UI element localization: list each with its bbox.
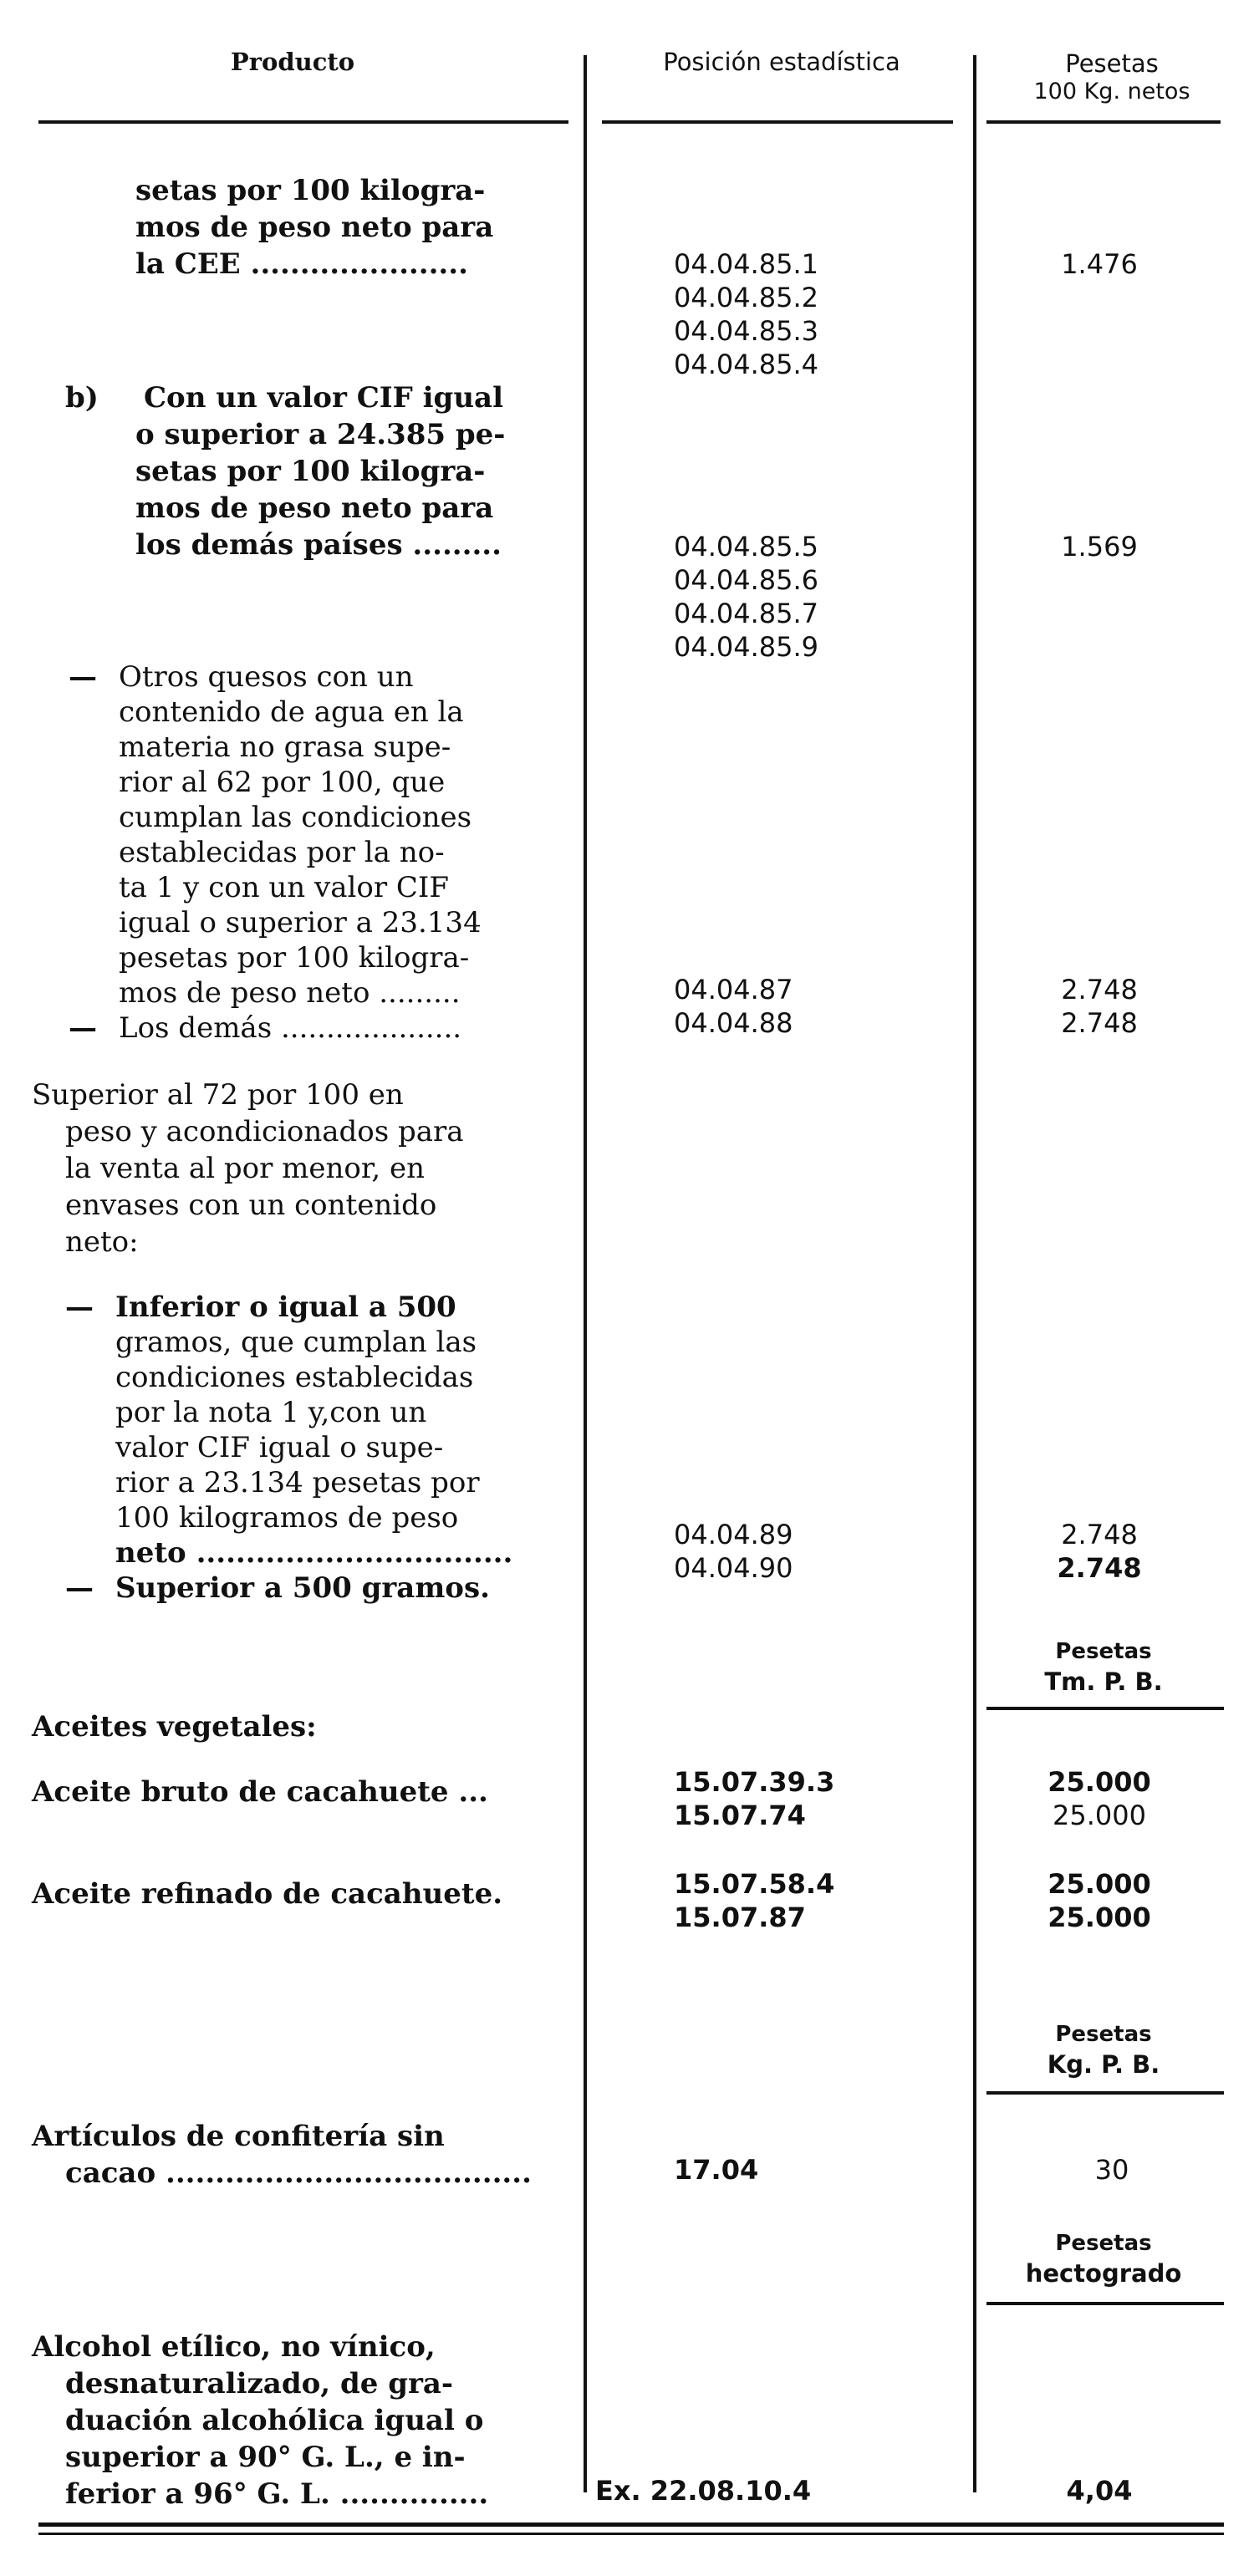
confiteria-value: 30	[1094, 2154, 1129, 2186]
sup72-line-3: la venta al por menor, en	[65, 1152, 426, 1185]
subheader-hect-2: hectogrado	[1025, 2259, 1182, 2288]
otros-dash: —	[69, 660, 97, 694]
sup500-text: Superior a 500 gramos.	[115, 1571, 490, 1605]
inf500-line-7: 100 kilogramos de peso	[115, 1501, 459, 1535]
aceite-bruto-value-1: 25.000	[1048, 1766, 1151, 1798]
aceite-bruto-position-1: 15.07.39.3	[674, 1766, 835, 1798]
demas-label: b)	[65, 381, 99, 415]
aceite-refinado-value-2: 25.000	[1048, 1901, 1151, 1933]
sup500-value: 2.748	[1057, 1552, 1142, 1584]
alcohol-line-5: ferior a 96° G. L. ...............	[65, 2477, 489, 2511]
demas2-dash: —	[69, 1011, 97, 1045]
sup72-line-4: envases con un contenido	[65, 1189, 437, 1222]
cee-position-1: 04.04.85.1	[674, 248, 819, 280]
demas-position-1: 04.04.85.5	[674, 531, 819, 563]
demas-line-2: o superior a 24.385 pe-	[135, 418, 506, 451]
sup500-dash: —	[65, 1571, 94, 1605]
bottom-rule-1	[38, 2523, 1224, 2527]
sup72-line-2: peso y acondicionados para	[65, 1115, 464, 1148]
demas2-text: Los demás ....................	[119, 1011, 462, 1045]
header-rule-middle	[602, 120, 953, 124]
cee-position-2: 04.04.85.2	[674, 282, 819, 313]
cee-line-3: la CEE ......................	[135, 247, 468, 281]
otros-line-4: rior al 62 por 100, que	[119, 766, 446, 799]
inf500-line-1: Inferior o igual a 500	[115, 1291, 456, 1324]
bottom-rule-2	[38, 2533, 1224, 2535]
demas2-position: 04.04.88	[674, 1007, 793, 1039]
confiteria-line-2: cacao .....................................	[65, 2156, 532, 2190]
demas-line-1: Con un valor CIF igual	[144, 381, 503, 415]
otros-line-2: contenido de agua en la	[119, 695, 464, 729]
aceite-refinado-value-1: 25.000	[1048, 1868, 1151, 1900]
otros-line-8: igual o superior a 23.134	[119, 906, 482, 939]
subheader-tm-rule	[986, 1707, 1224, 1710]
otros-value: 2.748	[1061, 974, 1138, 1005]
alcohol-value: 4,04	[1066, 2475, 1133, 2507]
otros-position: 04.04.87	[674, 974, 793, 1005]
aceite-refinado-position-1: 15.07.58.4	[674, 1868, 835, 1900]
aceite-bruto-value-2: 25.000	[1053, 1800, 1146, 1831]
alcohol-position: Ex. 22.08.10.4	[595, 2475, 812, 2507]
inf500-value: 2.748	[1061, 1519, 1138, 1550]
otros-line-7: ta 1 y con un valor CIF	[119, 871, 449, 904]
sup500-position: 04.04.90	[674, 1552, 793, 1584]
header-producto: Producto	[230, 48, 355, 76]
otros-line-6: establecidas por la no-	[119, 836, 445, 869]
subheader-kg-2: Kg. P. B.	[1047, 2050, 1160, 2079]
subheader-kg-1: Pesetas	[1055, 2022, 1152, 2047]
column-divider-right	[973, 55, 976, 2492]
subheader-hect-1: Pesetas	[1055, 2231, 1152, 2256]
inf500-line-5: valor CIF igual o supe-	[115, 1431, 444, 1464]
otros-line-9: pesetas por 100 kilogra-	[119, 941, 470, 975]
alcohol-line-2: desnaturalizado, de gra-	[65, 2367, 454, 2400]
inf500-line-6: rior a 23.134 pesetas por	[115, 1466, 480, 1499]
subheader-tm-1: Pesetas	[1055, 1639, 1152, 1664]
demas-line-4: mos de peso neto para	[135, 491, 494, 525]
confiteria-line-1: Artículos de confitería sin	[32, 2120, 445, 2153]
aceite-bruto-text: Aceite bruto de cacahuete ...	[32, 1775, 488, 1809]
aceite-refinado-text: Aceite refinado de cacahuete.	[32, 1877, 503, 1911]
aceite-refinado-position-2: 15.07.87	[674, 1901, 806, 1933]
alcohol-line-1: Alcohol etílico, no vínico,	[32, 2330, 436, 2364]
header-pesetas: Pesetas	[1065, 49, 1159, 78]
cee-position-4: 04.04.85.4	[674, 349, 819, 380]
cee-value: 1.476	[1061, 248, 1138, 280]
subheader-hect-rule	[986, 2302, 1224, 2305]
demas-value: 1.569	[1061, 531, 1138, 563]
confiteria-position: 17.04	[674, 2154, 759, 2186]
otros-line-3: materia no grasa supe-	[119, 731, 451, 764]
otros-line-5: cumplan las condiciones	[119, 801, 472, 834]
demas-position-2: 04.04.85.6	[674, 564, 819, 596]
subheader-tm-2: Tm. P. B.	[1044, 1667, 1163, 1696]
inf500-line-4: por la nota 1 y,con un	[115, 1396, 427, 1429]
inf500-line-8: neto ................................	[115, 1536, 513, 1570]
demas2-value: 2.748	[1061, 1007, 1138, 1039]
aceites-heading: Aceites vegetales:	[32, 1710, 317, 1744]
cee-line-1: setas por 100 kilogra-	[135, 174, 486, 207]
otros-line-1: Otros quesos con un	[119, 660, 414, 694]
inf500-line-2: gramos, que cumplan las	[115, 1326, 477, 1359]
alcohol-line-4: superior a 90° G. L., e in-	[65, 2441, 466, 2474]
alcohol-line-3: duación alcohólica igual o	[65, 2404, 484, 2437]
cee-position-3: 04.04.85.3	[674, 315, 819, 347]
sup72-line-1: Superior al 72 por 100 en	[32, 1078, 404, 1112]
cee-line-2: mos de peso neto para	[135, 211, 494, 244]
inf500-position: 04.04.89	[674, 1519, 793, 1550]
otros-line-10: mos de peso neto .........	[119, 976, 461, 1010]
demas-line-3: setas por 100 kilogra-	[135, 455, 486, 488]
demas-position-4: 04.04.85.9	[674, 631, 819, 663]
inf500-line-3: condiciones establecidas	[115, 1361, 474, 1394]
header-posicion: Posición estadística	[663, 48, 900, 76]
demas-position-3: 04.04.85.7	[674, 598, 819, 629]
subheader-kg-rule	[986, 2091, 1224, 2095]
header-unit: 100 Kg. netos	[1033, 79, 1190, 104]
aceite-bruto-position-2: 15.07.74	[674, 1800, 806, 1831]
demas-line-5: los demás países .........	[135, 528, 502, 562]
header-rule-right	[986, 120, 1221, 124]
header-rule-left	[38, 120, 568, 124]
sup72-line-5: neto:	[65, 1225, 139, 1259]
column-divider-left	[584, 55, 587, 2492]
inf500-dash: —	[65, 1291, 94, 1324]
